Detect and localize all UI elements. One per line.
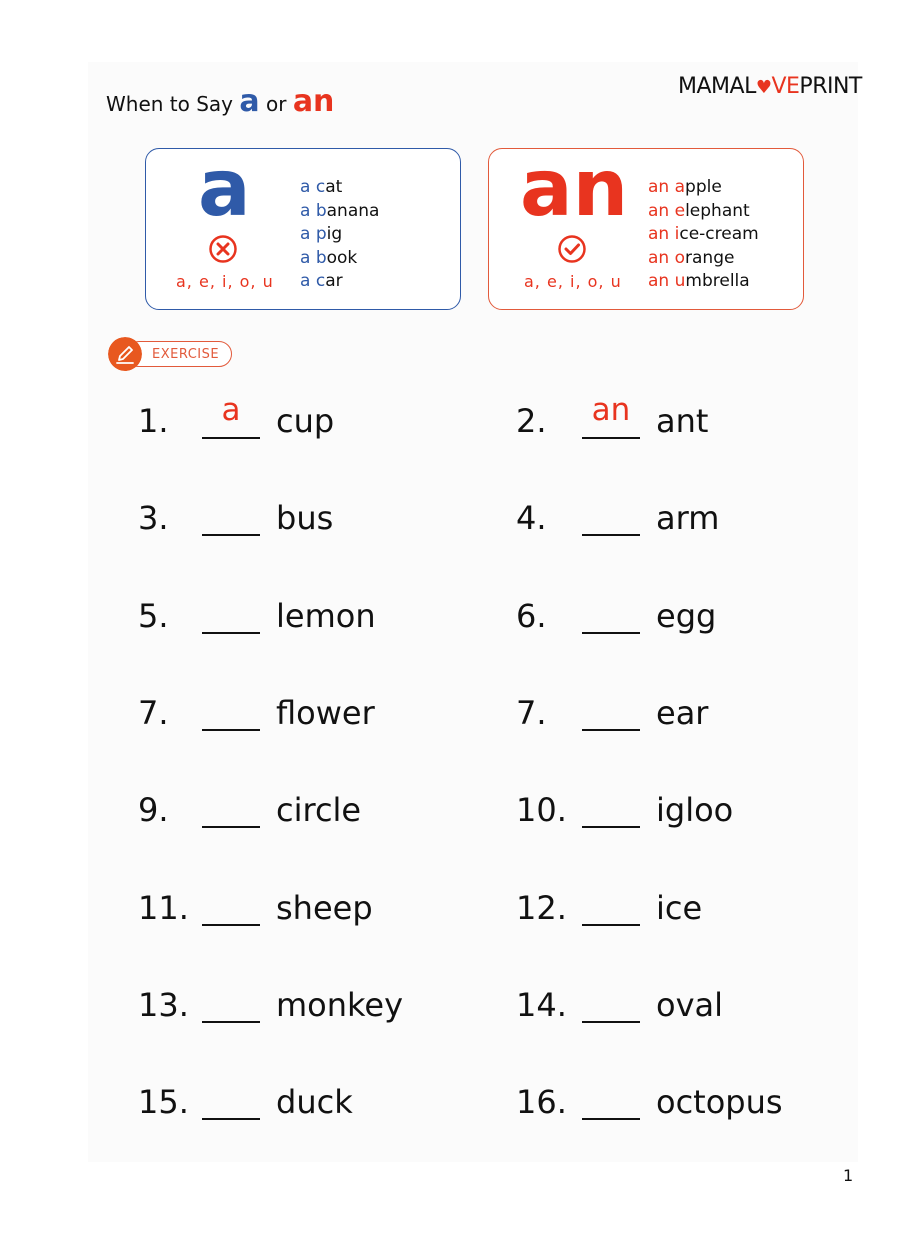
example-article: an — [648, 271, 670, 291]
question-word: ear — [656, 693, 709, 732]
answer-blank[interactable] — [582, 1118, 640, 1120]
example-first-letter: e — [674, 200, 686, 221]
answer-blank[interactable] — [202, 534, 260, 536]
answer-text: a — [221, 392, 241, 428]
example-item — [300, 176, 379, 200]
question-number: 16. — [516, 1083, 567, 1122]
title-article-an: an — [292, 84, 335, 119]
example-rest: anana — [326, 200, 380, 221]
question-number: 1. — [138, 402, 169, 440]
example-article: a — [300, 200, 311, 221]
answer-blank[interactable] — [582, 534, 640, 536]
question-number: 3. — [138, 499, 169, 538]
example-article: a — [300, 271, 311, 291]
example-first-letter: i — [674, 224, 680, 244]
question-number: 2. — [516, 402, 547, 440]
question-number: 15. — [138, 1083, 189, 1122]
example-item — [648, 270, 759, 294]
example-rest: pple — [685, 177, 722, 197]
question-word: flower — [276, 693, 375, 732]
exercise-label: EXERCISE — [152, 347, 220, 362]
answer-blank[interactable] — [582, 632, 640, 634]
example-article: a — [300, 177, 311, 197]
question-number: 6. — [516, 596, 547, 635]
answer-blank[interactable] — [202, 632, 260, 634]
question-word: cup — [276, 402, 335, 440]
question-number: 11. — [138, 888, 189, 927]
answer-blank[interactable] — [582, 924, 640, 926]
example-item — [648, 223, 759, 247]
answer-blank[interactable] — [202, 1118, 260, 1120]
question-number: 13. — [138, 985, 189, 1024]
title-prefix: When to Say — [106, 92, 234, 116]
example-rest: ce-cream — [679, 224, 759, 244]
example-first-letter: u — [674, 271, 686, 291]
example-item — [300, 223, 379, 247]
example-item — [648, 200, 759, 224]
question-word: circle — [276, 791, 362, 830]
example-first-letter: o — [674, 247, 686, 268]
card-a-vowels: a, e, i, o, u — [176, 272, 274, 291]
card-an-vowels: a, e, i, o, u — [524, 272, 622, 291]
card-an-examples — [648, 176, 759, 294]
answer-blank[interactable] — [202, 924, 260, 926]
answer-blank[interactable] — [582, 826, 640, 828]
answer-blank[interactable] — [582, 1021, 640, 1023]
example-item — [300, 200, 379, 224]
question-number: 12. — [516, 888, 567, 927]
question-word: igloo — [656, 791, 734, 830]
example-article: an — [648, 247, 670, 268]
page-number: 1 — [843, 1166, 854, 1185]
question-word: lemon — [276, 596, 376, 635]
page-title — [106, 84, 334, 119]
pencil-icon — [108, 337, 142, 371]
example-rest: ig — [326, 224, 343, 244]
example-article: an — [648, 177, 670, 197]
answer-blank[interactable] — [202, 729, 260, 731]
question-word: duck — [276, 1083, 353, 1122]
check-circle-icon — [557, 234, 587, 264]
example-rest: mbrella — [685, 271, 750, 291]
answer-text: an — [591, 392, 631, 428]
card-an-letter: an — [520, 144, 629, 234]
question-word: monkey — [276, 985, 404, 1024]
example-first-letter: b — [315, 200, 327, 221]
example-first-letter: a — [674, 177, 686, 197]
example-article: an — [648, 200, 670, 221]
example-first-letter: c — [315, 271, 326, 291]
answer-blank[interactable] — [202, 826, 260, 828]
example-rest: ook — [326, 247, 358, 268]
example-rest: ar — [325, 271, 343, 291]
question-number: 14. — [516, 985, 567, 1024]
logo-text-1: MAMAL — [678, 74, 756, 99]
question-word: arm — [656, 499, 720, 538]
example-article: a — [300, 247, 311, 268]
answer-blank[interactable] — [582, 437, 640, 439]
example-rest: at — [325, 177, 343, 197]
answer-blank[interactable] — [202, 437, 260, 439]
question-word: ant — [656, 402, 709, 440]
example-item — [300, 270, 379, 294]
logo-text-3: PRINT — [799, 74, 862, 99]
question-word: octopus — [656, 1083, 783, 1122]
question-number: 7. — [138, 693, 169, 732]
question-word: oval — [656, 985, 724, 1024]
example-item — [648, 176, 759, 200]
example-first-letter: c — [315, 177, 326, 197]
question-word: egg — [656, 596, 717, 635]
example-item — [300, 247, 379, 271]
example-item — [648, 247, 759, 271]
card-a-letter: a — [198, 144, 251, 234]
question-number: 9. — [138, 791, 169, 830]
answer-blank[interactable] — [202, 1021, 260, 1023]
brand-logo — [678, 74, 862, 99]
question-number: 10. — [516, 791, 567, 830]
title-or: or — [265, 92, 287, 116]
title-article-a: a — [239, 84, 260, 119]
answer-blank[interactable] — [582, 729, 640, 731]
card-a-examples — [300, 176, 379, 294]
heart-icon: ♥ — [755, 77, 772, 98]
example-rest: range — [685, 247, 735, 268]
example-first-letter: b — [315, 247, 327, 268]
cross-circle-icon — [208, 234, 238, 264]
example-rest: lephant — [685, 200, 750, 221]
logo-text-2: VE — [771, 74, 800, 99]
question-word: sheep — [276, 888, 373, 927]
question-word: ice — [656, 888, 703, 927]
question-number: 4. — [516, 499, 547, 538]
example-first-letter: p — [315, 224, 327, 244]
question-word: bus — [276, 499, 334, 538]
example-article: an — [648, 224, 670, 244]
question-number: 5. — [138, 596, 169, 635]
example-article: a — [300, 224, 311, 244]
question-number: 7. — [516, 693, 547, 732]
